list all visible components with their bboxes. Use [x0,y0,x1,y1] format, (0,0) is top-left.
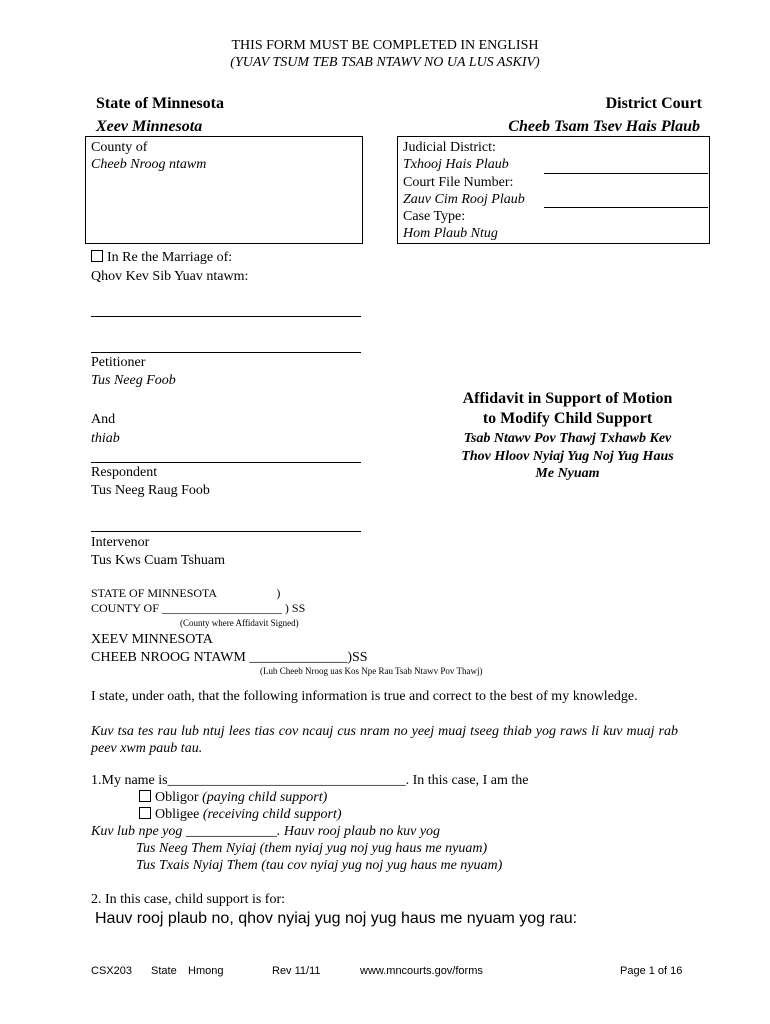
case-type-label-hm: Hom Plaub Ntug [403,226,498,241]
obligor-label: Obligor [155,790,199,805]
form-notice-en: THIS FORM MUST BE COMPLETED IN ENGLISH [231,38,539,53]
state-title-hm: Xeev Minnesota [96,118,203,135]
respondent-label-hm: Tus Neeg Raug Foob [91,483,210,498]
form-title-hm-line1: Tsab Ntawv Pov Thawj Txhawb Kev [463,431,672,446]
respondent-label: Respondent [91,465,158,480]
judicial-district-label-hm: Txhooj Hais Plaub [403,157,509,172]
oath-statement-hm: Kuv tsa tes rau lub ntuj lees tias cov ncauj cus nram no yeej muaj tseeg thiab yog raws li kuv muaj rab peev xwm paub tau. [91,724,678,756]
obligor-note: (paying child support) [202,790,328,805]
judicial-district-label: Judicial District: [403,140,496,155]
in-re-label: In Re the Marriage of: [107,250,233,265]
venue-county-note: (County where Affidavit Signed) [180,618,299,628]
footer-url[interactable]: www.mncourts.gov/forms [360,965,483,977]
venue-county-note-hm: (Lub Cheeb Nroog uas Kos Npe Rau Tsab Ntawv Pov Thawj) [260,666,483,676]
item1-name-line-hm: Kuv lub npe yog _____________. Hauv rooj plaub no kuv yog [91,824,441,839]
party-name-line-2[interactable] [91,352,361,353]
intervenor-name-line[interactable] [91,531,361,532]
court-title-hm: Cheeb Tsam Tsev Hais Plaub [508,118,700,135]
form-title-hm-line2: Thov Hloov Nyiaj Yug Noj Yug Haus [461,449,674,464]
venue-county: COUNTY OF ____________________ ) SS [91,601,306,615]
oath-statement: I state, under oath, that the following information is true and correct to the best of my knowledge. [91,689,638,704]
intervenor-label-hm: Tus Kws Cuam Tshuam [91,553,225,568]
county-box[interactable] [85,136,363,244]
form-title-hm-line3: Me Nyuam [535,466,600,481]
court-file-field[interactable] [544,207,708,208]
court-file-label: Court File Number: [403,175,514,190]
footer-language: Hmong [188,965,224,977]
obligee-checkbox[interactable] [139,807,151,819]
obligee-option[interactable] [139,806,342,823]
venue-county-hm: CHEEB NROOG NTAWM ______________)SS [91,650,368,665]
footer-revision: Rev 11/11 [272,965,321,977]
petitioner-label: Petitioner [91,355,146,370]
intervenor-label: Intervenor [91,535,150,550]
in-re-label-hm: Qhov Kev Sib Yuav ntawm: [91,269,249,284]
case-type-label: Case Type: [403,209,466,224]
obligor-checkbox[interactable] [139,790,151,802]
obligor-label-hm: Tus Neeg Them Nyiaj (them nyiaj yug noj yug haus me nyuam) [136,841,488,856]
form-notice-hm: (YUAV TSUM TEB TSAB NTAWV NO UA LUS ASKIV) [230,55,540,70]
county-label-hm: Cheeb Nroog ntawm [91,157,207,172]
obligor-option[interactable] [139,789,327,806]
in-re-checkbox[interactable] [91,250,103,262]
in-re-marriage [91,249,232,266]
item2-label-hm: Hauv rooj plaub no, qhov nyiaj yug noj yug haus me nyuam yog rau: [95,910,578,927]
venue-state-hm: XEEV MINNESOTA [91,632,213,647]
item1-name-line: 1.My name is__________________________________. In this case, I am the [91,773,529,788]
footer-state: State [151,965,177,977]
form-title-line2: to Modify Child Support [482,410,653,427]
footer-form-id: CSX203 [91,965,132,977]
court-file-label-hm: Zauv Cim Rooj Plaub [403,192,525,207]
judicial-district-field[interactable] [544,173,708,174]
court-title: District Court [605,95,702,112]
venue-state: STATE OF MINNESOTA ) [91,586,281,600]
form-title-line1: Affidavit in Support of Motion [462,390,673,407]
footer-page-number: Page 1 of 16 [620,965,683,977]
item2-label: 2. In this case, child support is for: [91,892,286,907]
party-name-line-1[interactable] [91,316,361,317]
obligee-note: (receiving child support) [202,807,342,822]
respondent-name-line[interactable] [91,462,361,463]
state-title: State of Minnesota [96,95,224,112]
and-label: And [91,412,116,427]
and-label-hm: thiab [91,431,120,446]
obligee-label: Obligee [155,807,200,822]
county-label: County of [91,140,148,155]
case-info-box [397,136,710,244]
obligee-label-hm: Tus Txais Nyiaj Them (tau cov nyiaj yug noj yug haus me nyuam) [136,858,503,873]
petitioner-label-hm: Tus Neeg Foob [91,373,176,388]
